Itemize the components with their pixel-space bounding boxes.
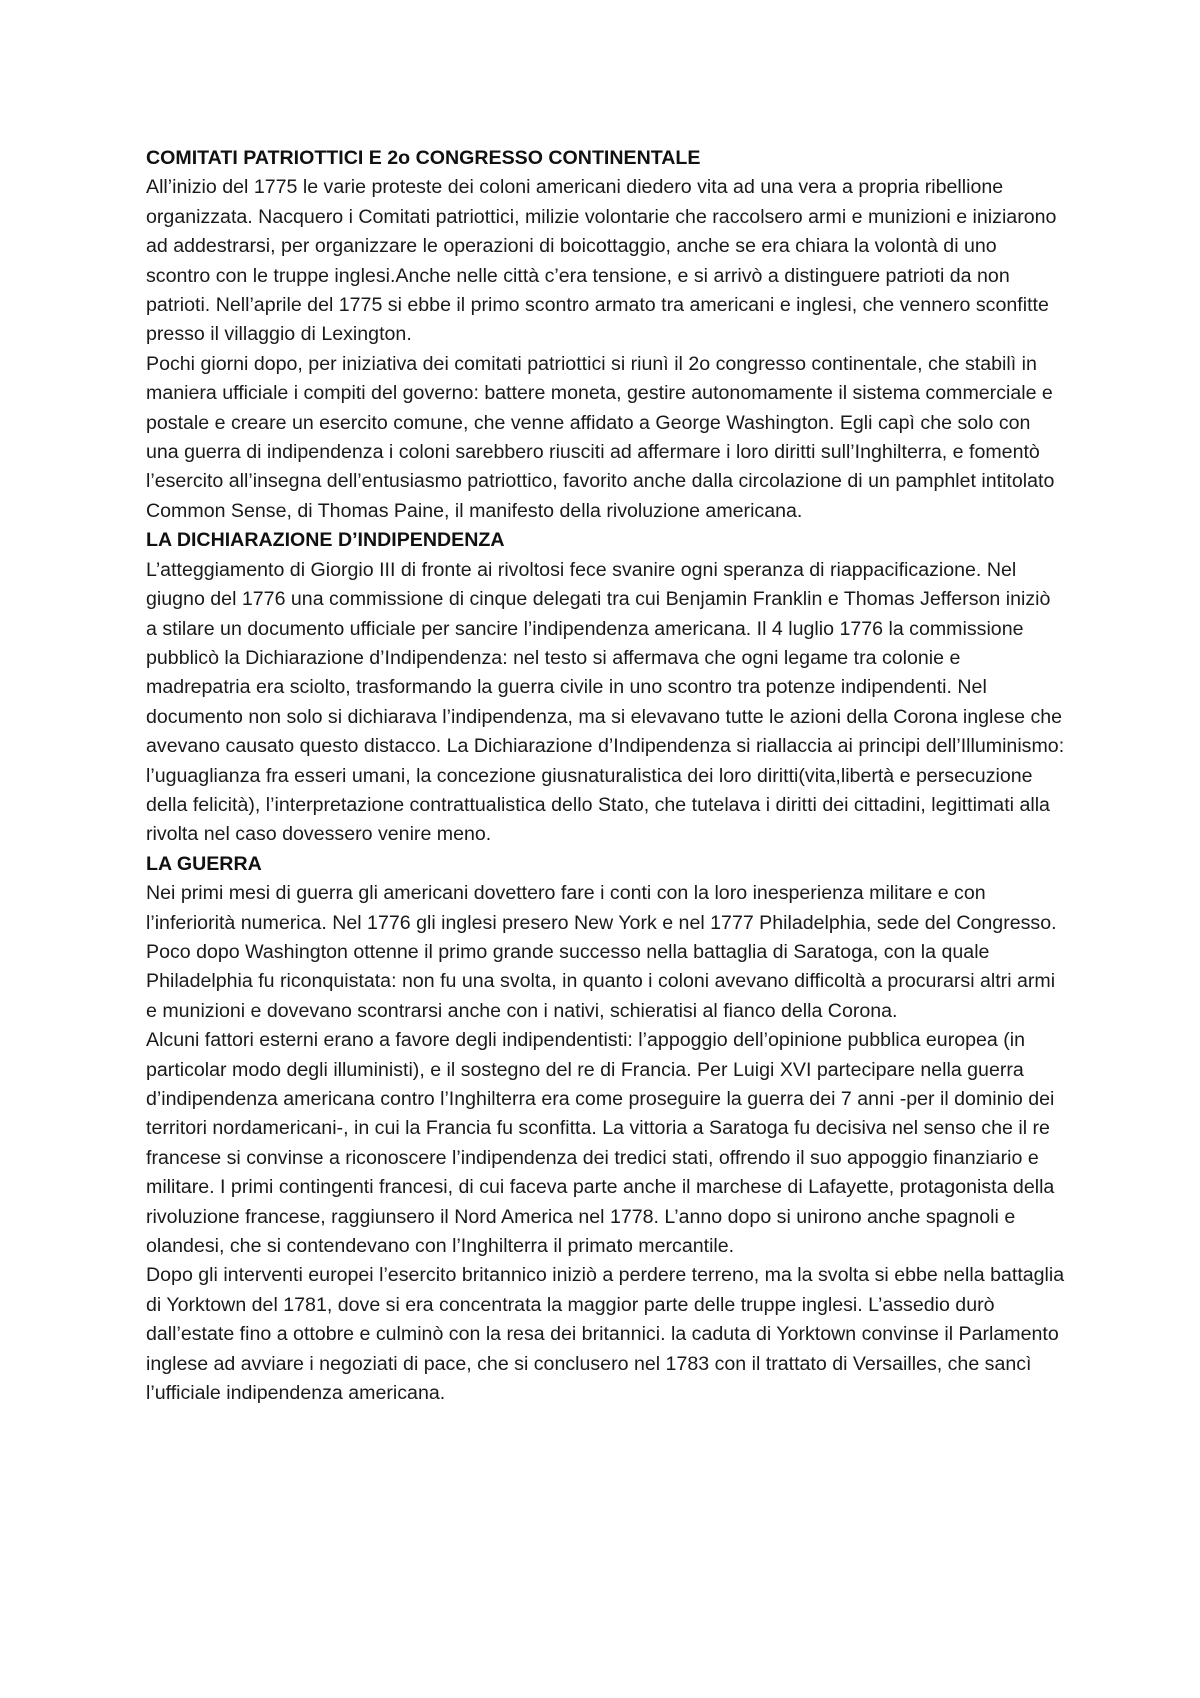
paragraph: All’inizio del 1775 le varie proteste dei coloni americani diedero vita ad una vera a propria ribellione organizzata. Nacquero i Comitati patriottici, milizie volontarie che raccolsero armi e munizioni e iniziarono ad addestrarsi, per organizzare le operazioni di boicottaggio, anche se era chiara la volontà di uno scontro con le truppe inglesi.Anche nelle città c’era tensione, e si arrivò a distinguere patrioti da non patrioti. Nell’aprile del 1775 si ebbe il primo scontro armato tra americani e inglesi, che vennero sconfitte presso il villaggio di Lexington. [146,176,1057,346]
document-body [146,144,1066,1408]
section-heading-comitati: COMITATI PATRIOTTICI E 2o CONGRESSO CONTINENTALE [146,147,701,169]
paragraph: Dopo gli interventi europei l’esercito britannico iniziò a perdere terreno, ma la svolta si ebbe nella battaglia di Yorktown del 1781, dove si era concentrata la maggior parte delle truppe inglesi. L’assedio durò dall’estate fino a ottobre e culminò con la resa dei britannici. la caduta di Yorktown convinse il Parlamento inglese ad avviare i negoziati di pace, che si conclusero nel 1783 con il trattato di Versailles, che sancì l’ufficiale indipendenza americana. [146,1264,1065,1405]
section-heading-dichiarazione: LA DICHIARAZIONE D’INDIPENDENZA [146,529,505,552]
paragraph: L’atteggiamento di Giorgio III di fronte ai rivoltosi fece svanire ogni speranza di riappacificazione. Nel giugno del 1776 una commissione di cinque delegati tra cui Benjamin Franklin e Thomas Jefferson iniziò a stilare un documento ufficiale per sancire l’indipendenza americana. Il 4 luglio 1776 la commissione pubblicò la Dichiarazione d’Indipendenza: nel testo si affermava che ogni legame tra colonie e madrepatria era sciolto, trasformando la guerra civile in uno scontro tra potenze indipendenti. Nel documento non solo si dichiarava l’indipendenza, ma si elevavano tutte le azioni della Corona inglese che avevano causato questo distacco. La Dichiarazione d’Indipendenza si riallaccia ai principi dell’Illuminismo: l’uguaglianza fra esseri umani, la concezione giusnaturalistica dei loro diritti(vita,libertà e persecuzione della felicità), l’interpretazione contrattualistica dello Stato, che tutelava i diritti dei cittadini, legittimati alla rivolta nel caso dovessero venire meno. [146,558,1065,846]
paragraph: Alcuni fattori esterni erano a favore degli indipendentisti: l’appoggio dell’opinione pubblica europea (in particolar modo degli illuministi), e il sostegno del re di Francia. Per Luigi XVI partecipare nella guerra d’indipendenza americana contro l’Inghilterra era come proseguire la guerra dei 7 anni -per il dominio dei territori nordamericani-, in cui la Francia fu sconfitta. La vittoria a Saratoga fu decisiva nel senso che il re francese si convinse a riconoscere l’indipendenza dei tredici stati, offrendo il suo appoggio finanziario e militare. I primi contingenti francesi, di cui faceva parte anche il marchese di Lafayette, protagonista della rivoluzione francese, raggiunsero il Nord America nel 1778. L’anno dopo si unirono anche spagnoli e olandesi, che si contendevano con l’Inghilterra il primato mercantile. [146,1029,1055,1258]
paragraph: Pochi giorni dopo, per iniziativa dei comitati patriottici si riunì il 2o congresso continentale, che stabilì in maniera ufficiale i compiti del governo: battere moneta, gestire autonomamente il sistema commerciale e postale e creare un esercito comune, che venne affidato a George Washington. Egli capì che solo con una guerra di indipendenza i coloni sarebbero riusciti ad affermare i loro diritti sull’Inghilterra, e fomentò l’esercito all’insegna dell’entusiasmo patriottico, favorito anche dalla circolazione di un pamphlet intitolato Common Sense, di Thomas Paine, il manifesto della rivoluzione americana. [146,352,1055,522]
paragraph: Nei primi mesi di guerra gli americani dovettero fare i conti con la loro inesperienza militare e con l’inferiorità numerica. Nel 1776 gli inglesi presero New York e nel 1777 Philadelphia, sede del Congresso. Poco dopo Washington ottenne il primo grande successo nella battaglia di Saratoga, con la quale Philadelphia fu riconquistata: non fu una svolta, in quanto i coloni avevano difficoltà a procurarsi altri armi e munizioni e dovevano scontrarsi anche con i nativi, schieratisi al fianco della Corona. [146,882,1057,1022]
section-heading-guerra: LA GUERRA [146,852,262,875]
